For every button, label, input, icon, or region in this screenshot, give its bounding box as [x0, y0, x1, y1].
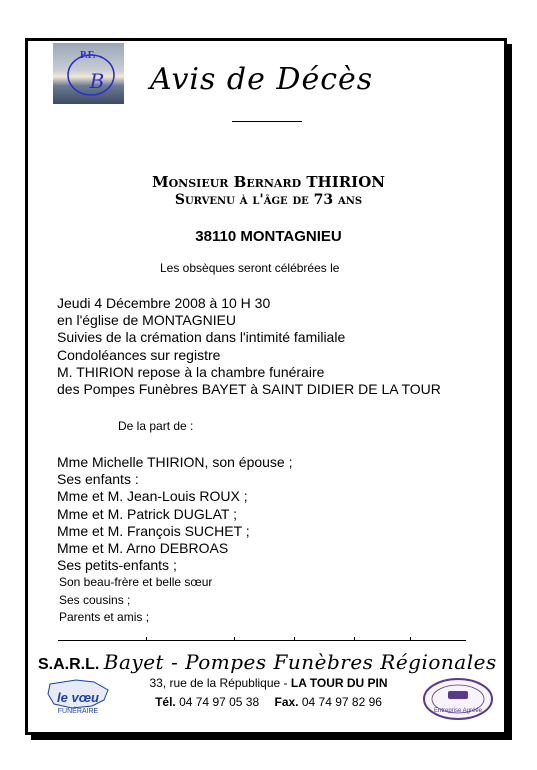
tel-number: 04 74 97 05 38	[179, 695, 260, 709]
logo-initials: P.F.	[80, 50, 96, 61]
family-list	[57, 454, 293, 626]
fax-label: Fax.	[274, 695, 299, 709]
ceremony-details	[57, 295, 441, 398]
family-line-small: Son beau-frère et belle sœur	[59, 575, 213, 590]
family-line-small: Ses cousins ;	[59, 592, 131, 607]
enterprise-agreee-seal	[422, 677, 494, 721]
voeu-logo-subtext: FUNÉRAIRE	[57, 708, 99, 715]
ceremony-line: Condoléances sur registre	[57, 346, 221, 363]
deceased-city: 38110 MONTAGNIEU	[195, 228, 342, 245]
family-line: Mme Michelle THIRION, son épouse ;	[57, 454, 293, 470]
ceremony-line: Jeudi 4 Décembre 2008 à 10 H 30	[57, 295, 271, 311]
family-line: Mme et M. Jean-Louis ROUX ;	[57, 488, 248, 505]
ceremony-intro: Les obsèques seront célébrées le	[160, 261, 340, 275]
deceased-name: Monsieur Bernard THIRION	[152, 173, 385, 191]
footer-divider	[58, 640, 466, 641]
family-line: Mme et M. Patrick DUGLAT ;	[57, 505, 237, 522]
tel-label: Tél.	[155, 695, 176, 709]
family-line: Ses enfants :	[57, 471, 139, 488]
address-city: LA TOUR DU PIN	[290, 676, 388, 690]
ceremony-line: M. THIRION repose à la chambre funéraire	[57, 363, 325, 380]
title-underline	[232, 121, 302, 122]
ceremony-line: Suivies de la crémation dans l'intimité familiale	[57, 329, 346, 346]
family-line: Mme et M. Arno DEBROAS	[57, 540, 229, 557]
ceremony-line: en l'église de MONTAGNIEU	[57, 312, 237, 329]
svg-text:B: B	[89, 69, 105, 93]
fax-number: 04 74 97 82 96	[301, 695, 382, 709]
company-line	[38, 650, 497, 674]
from-label: De la part de :	[118, 419, 194, 433]
voeu-logo-text: le vœu	[57, 690, 99, 705]
frame-shadow-bottom	[31, 735, 512, 740]
seal-text: Entreprise Agréée	[433, 708, 483, 714]
deceased-age: Survenu à l'âge de 73 ans	[174, 192, 363, 208]
company-legal-form: S.A.R.L.	[38, 656, 100, 673]
family-line-small: Parents et amis ;	[59, 609, 150, 624]
company-name: Bayet - Pompes Funèbres Régionales	[103, 650, 497, 674]
family-line: Mme et M. François SUCHET ;	[57, 522, 250, 539]
address-street: 33, rue de la République -	[149, 676, 291, 690]
page-title: Avis de Décès	[150, 62, 374, 97]
ceremony-line: des Pompes Funèbres BAYET à SAINT DIDIER DE LA TOUR	[57, 381, 441, 398]
frame-shadow-right	[507, 44, 512, 740]
family-line: Ses petits-enfants ;	[57, 557, 177, 574]
